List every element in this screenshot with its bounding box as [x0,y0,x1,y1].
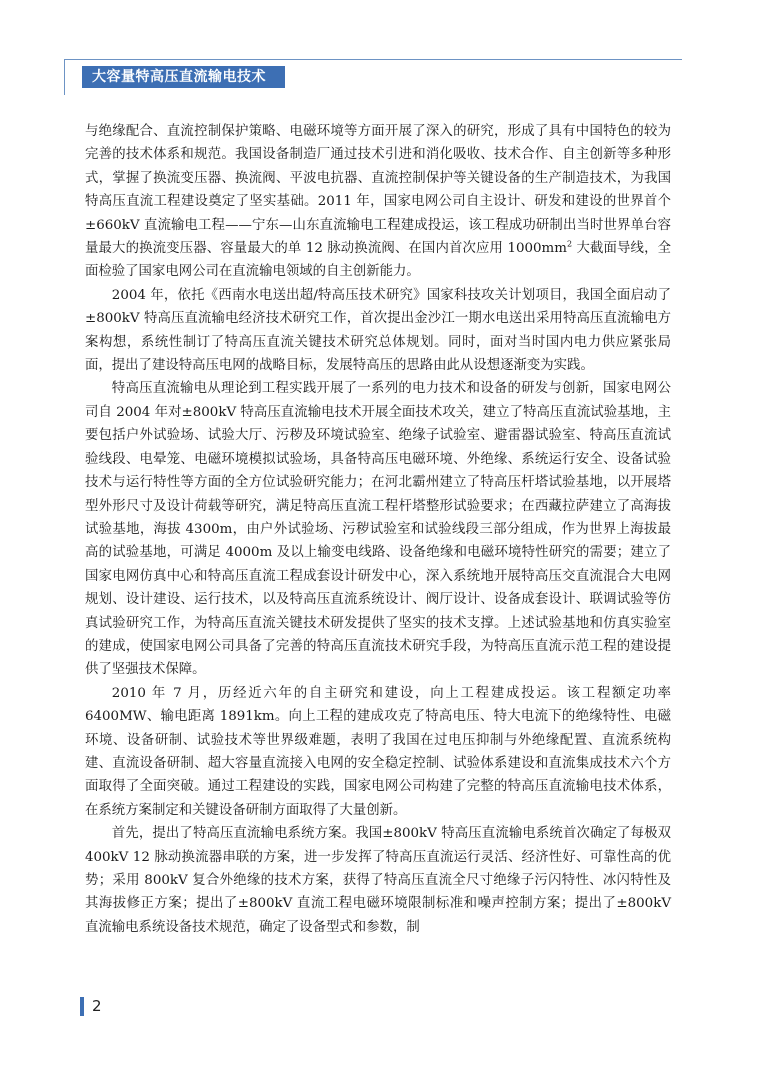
paragraph-1 [85,120,671,284]
paragraph-5: 首先，提出了特高压直流输电系统方案。我国±800kV 特高压直流输电系统首次确定了每极双 400kV 12 脉动换流器串联的方案，进一步发挥了特高压直流运行灵活、经济性好、可靠性高的优势；采用 800kV 复合外绝缘的技术方案，获得了特高压直流全尺寸绝缘子污闪特性、冰闪特性及其海拔修正方案；提出了±800kV 直流工程电磁环境限制标准和噪声控制方案；提出了±800kV 直流输电系统设备技术规范，确定了设备型式和参数，制 [85,826,671,935]
page-number: 2 [92,997,102,1015]
paragraph-4: 2010 年 7 月，历经近六年的自主研究和建设，向上工程建成投运。该工程额定功率 6400MW、输电距离 1891km。向上工程的建成攻克了特高电压、特大电流下的绝缘特性、电磁环境、设备研制、试验技术等世界级难题，表明了我国在过电压抑制与外绝缘配置、直流系统构建、直流设备研制、超大容量直流接入电网的安全稳定控制、试验体系建设和直流集成技术六个方面取得了全面突破。通过工程建设的实践，国家电网公司构建了完整的特高压直流输电技术体系，在系统方案制定和关键设备研制方面取得了大量创新。 [85,685,671,818]
footer-accent-bar [80,997,84,1016]
paragraph-1-tail: 大截面导线，全面检验了国家电网公司在直流输电领域的自主创新能力。 [85,241,672,280]
body-text [85,120,671,939]
paragraph-3: 特高压直流输电从理论到工程实践开展了一系列的电力技术和设备的研发与创新，国家电网公司自 2004 年对±800kV 特高压直流输电技术开展全面技术攻关，建立了特高压直流试验基地，主要包括户外试验场、试验大厅、污秽及环境试验室、绝缘子试验室、避雷器试验室、特高压直流试验线段、电晕笼、电磁环境模拟试验场，具备特高压电磁环境、外绝缘、系统运行安全、设备试验技术与运行特性等方面的全方位试验研究能力；在河北霸州建立了特高压杆塔试验基地，以开展塔型外形尺寸及设计荷载等研究，满足特高压直流工程杆塔整形试验要求；在西藏拉萨建立了高海拔试验基地，海拔 4300m，由户外试验场、污秽试验室和试验线段三部分组成，作为世界上海拔最高的试验基地，可满足 4000m 及以上输变电线路、设备绝缘和电磁环境特性研究的需要；建立了国家电网仿真中心和特高压直流工程成套设计研发中心，深入系统地开展特高压交直流混合大电网规划、设计建设、运行技术，以及特高压直流系统设计、阀厅设计、设备成套设计、联调试验等仿真试验研究工作，为特高压直流关键技术研发提供了坚实的技术支撑。上述试验基地和仿真实验室的建成，使国家电网公司具备了完善的特高压直流技术研究手段，为特高压直流示范工程的建设提供了坚强技术保障。 [85,381,671,678]
paragraph-2: 2004 年，依托《西南水电送出超/特高压技术研究》国家科技攻关计划项目，我国全面启动了±800kV 特高压直流输电经济技术研究工作，首次提出金沙江一期水电送出采用特高压直流输电方案构想，系统性制订了特高压直流关键技术研究总体规划。同时，面对当时国内电力供应紧张局面，提出了建设特高压电网的战略目标，发展特高压的思路由此从设想逐渐变为实践。 [85,287,671,374]
superscript-2: 2 [566,239,573,249]
running-header-title: 大容量特高压直流输电技术 [92,69,266,85]
paragraph-1-text: 与绝缘配合、直流控制保护策略、电磁环境等方面开展了深入的研究，形成了具有中国特色的较为完善的技术体系和规范。我国设备制造厂通过技术引进和消化吸收、技术合作、自主创新等多种形式，掌握了换流变压器、换流阀、平波电抗器、直流控制保护等关键设备的生产制造技术，为我国特高压直流工程建设奠定了坚实基础。2011 年，国家电网公司自主设计、研发和建设的世界首个±660kV 直流输电工程——宁东—山东直流输电工程建成投运，该工程成功研制出当时世界单台容量最大的换流变压器、容量最大的单 12 脉动换流阀、在国内首次应用 1000mm [85,124,671,257]
